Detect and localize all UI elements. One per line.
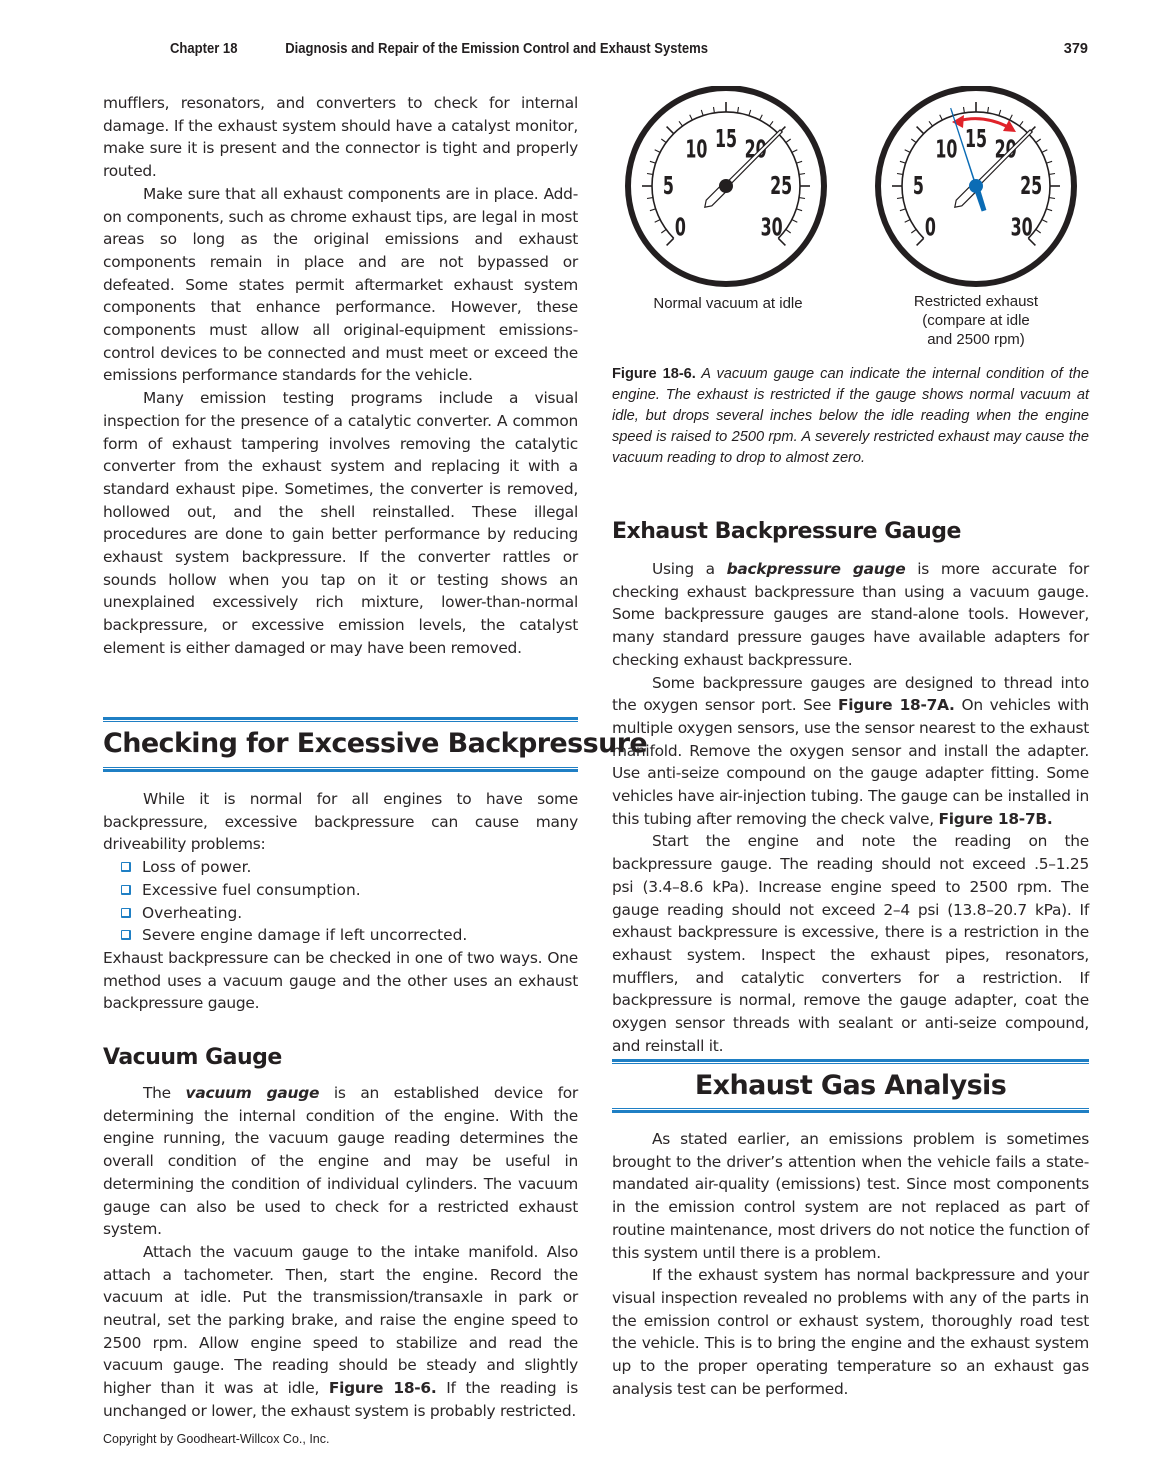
checkbox-bullet-icon (121, 930, 131, 940)
left-column-bottom (103, 1082, 578, 1423)
list-item: Severe engine damage if left uncorrected. (103, 924, 578, 947)
section-heading: Checking for Excessive Backpressure (103, 728, 648, 759)
svg-text:5: 5 (912, 171, 924, 202)
key-term: vacuum gauge (185, 1084, 320, 1102)
figure-number: Figure 18-6. (612, 366, 696, 382)
gauge-restricted (878, 88, 1074, 284)
chapter-label: Chapter 18 (170, 41, 238, 57)
page-number: 379 (1063, 41, 1088, 57)
paragraph: Using a backpressure gauge is more accurate for checking exhaust backpressure than using a vacuum gauge. Some backpressure gauges are stand-alone tools. However, many standard pressure gauges have available adapters for checking exhaust backpressure. (612, 560, 1089, 669)
list-item: Excessive fuel consumption. (103, 879, 578, 902)
svg-text:5: 5 (662, 171, 674, 202)
left-column-top (103, 92, 578, 660)
copyright-footer: Copyright by Goodheart-Willcox Co., Inc. (103, 1432, 330, 1446)
gauge-label-normal: Normal vacuum at idle (653, 295, 803, 312)
checkbox-bullet-icon (121, 885, 131, 895)
svg-text:0: 0 (924, 213, 936, 243)
svg-text:10: 10 (935, 135, 958, 165)
list-item: Loss of power. (103, 856, 578, 879)
paragraph: Attach the vacuum gauge to the intake manifold. Also attach a tachometer. Then, start the engine. Record the vacuum at idle. Put the transmission/transaxle in park or neutral, set the parking brake, and raise the engine speed to 2500 rpm. Allow engine speed to stabilize and read the vacuum gauge. The reading should be steady and slightly higher than it was at idle, Figure 18-6. If the reading is unchanged or lower, the exhaust system is probably restricted. (103, 1242, 578, 1420)
right-column-bottom (612, 1128, 1089, 1400)
paragraph: The vacuum gauge is an established device for determining the internal condition of the engine. With the engine running, the vacuum gauge reading determines the overall condition of the engine and may be useful in determining the condition of individual cylinders. The vacuum gauge can also be used to check for a restricted exhaust system. (103, 1084, 578, 1239)
svg-text:30: 30 (760, 213, 783, 243)
heading-rule-bottom (612, 1108, 1089, 1113)
svg-text:10: 10 (685, 135, 708, 165)
left-column-middle (103, 788, 578, 1015)
subheading: Exhaust Backpressure Gauge (612, 519, 961, 544)
subheading: Vacuum Gauge (103, 1045, 282, 1070)
svg-text:20: 20 (994, 135, 1017, 165)
running-header (170, 38, 996, 62)
gauge-label-restricted: Restricted exhaust (compare at idle and 2500 rpm) (913, 293, 1039, 348)
figure-vacuum-gauges (612, 86, 1092, 292)
figure-caption: Figure 18-6. A vacuum gauge can indicate the internal condition of the engine. The exhaust is restricted if the gauge shows normal vacuum at idle, but drops several inches below the idle reading when the engine speed is raised to 2500 rpm. A severely restricted exhaust may cause the vacuum reading to drop to almost zero. (612, 366, 1089, 466)
paragraph: Exhaust backpressure can be checked in one of two ways. One method uses a vacuum gauge and the other uses an exhaust backpressure gauge. (103, 948, 578, 1013)
right-column-top (612, 558, 1089, 1057)
heading-rule-top (612, 1059, 1089, 1064)
heading-rule-bottom (103, 767, 578, 772)
figure-reference: Figure 18-7B. (938, 809, 1053, 828)
svg-text:15: 15 (714, 124, 738, 154)
svg-text:25: 25 (1020, 171, 1043, 202)
list-item: Overheating. (103, 902, 578, 925)
figure-reference: Figure 18-6. (328, 1379, 437, 1398)
checkbox-bullet-icon (121, 908, 131, 918)
svg-text:30: 30 (1010, 213, 1033, 243)
paragraph: mufflers, resonators, and converters to check for internal damage. If the exhaust system should have a catalyst monitor, make sure it is present and the connector is tight and properly routed. (103, 94, 578, 181)
heading-rule-top (103, 717, 578, 722)
paragraph: While it is normal for all engines to have some backpressure, excessive backpressure can cause many driveability problems: (103, 790, 578, 854)
paragraph: As stated earlier, an emissions problem is sometimes brought to the driver’s attention when the vehicle fails a state-mandated air-quality (emissions) test. Since most components in the emission control system are not replaced as part of routine maintenance, most drivers do not notice the function of this system until there is a problem. (612, 1130, 1089, 1262)
section-heading: Exhaust Gas Analysis (694, 1070, 1007, 1101)
gauge-normal (628, 88, 824, 284)
needle-hub (969, 179, 983, 193)
chapter-title: Diagnosis and Repair of the Emission Control and Exhaust Systems (285, 41, 708, 57)
paragraph: Some backpressure gauges are designed to thread into the oxygen sensor port. See Figure 18-7A. On vehicles with multiple oxygen sensors, use the sensor nearest to the exhaust manifold. Remove the oxygen sensor and install the adapter. Use anti-seize compound on the gauge adapter fitting. Some vehicles have air-injection tubing. The gauge can be installed in this tubing after removing the check valve, Figure 18-7B. (612, 673, 1089, 828)
figure-reference: Figure 18-7A. (837, 696, 955, 715)
needle-hub (719, 179, 733, 193)
key-term: backpressure gauge (726, 560, 906, 578)
paragraph: Start the engine and note the reading on the backpressure gauge. The reading should not exceed .5–1.25 psi (3.4–8.6 kPa). Increase engine speed to 2500 rpm. The gauge reading should not exceed 2–4 psi (13.8–20.7 kPa). If exhaust backpressure is excessive, there is a restriction in the exhaust system. Inspect the exhaust pipes, resonators, mufflers, and catalytic converters for a restriction. If backpressure is normal, remove the gauge adapter, coat the oxygen sensor threads with sealant or anti-seize compound, and reinstall it. (612, 832, 1089, 1055)
checkbox-bullet-icon (121, 862, 131, 872)
svg-text:15: 15 (964, 124, 988, 154)
paragraph: Make sure that all exhaust components are in place. Add-on components, such as chrome exhaust tips, are legal in most areas so long as the original emissions and exhaust components remain in place and are not bypassed or defeated. Some states permit aftermarket exhaust system components that enhance performance. However, these components must allow all original-equipment emissions-control devices to be connected and must meet or exceed the emissions performance standards for the vehicle. (103, 184, 578, 385)
paragraph: If the exhaust system has normal backpressure and your visual inspection revealed no problems with any of the parts in the emission control or exhaust system, thoroughly road test the vehicle. This is to bring the engine and the exhaust system up to the proper operating temperature so an exhaust gas analysis test can be performed. (612, 1266, 1089, 1398)
svg-text:25: 25 (770, 171, 793, 202)
problem-list (103, 856, 578, 947)
svg-text:0: 0 (674, 213, 686, 243)
svg-text:20: 20 (744, 135, 767, 165)
paragraph: Many emission testing programs include a visual inspection for the presence of a catalytic converter. A common form of exhaust tampering involves removing the catalytic converter from the exhaust system and replacing it with a standard exhaust pipe. Sometimes, the converter is removed, hollowed out, and the shell reinstalled. These illegal procedures are done to gain better performance by reducing exhaust system backpressure. If the converter rattles or sounds hollow when you tap on it or testing shows an unexplained excessively rich mixture, lower-than-normal backpressure, or excessive emission levels, the catalyst element is either damaged or may have been removed. (103, 389, 578, 657)
